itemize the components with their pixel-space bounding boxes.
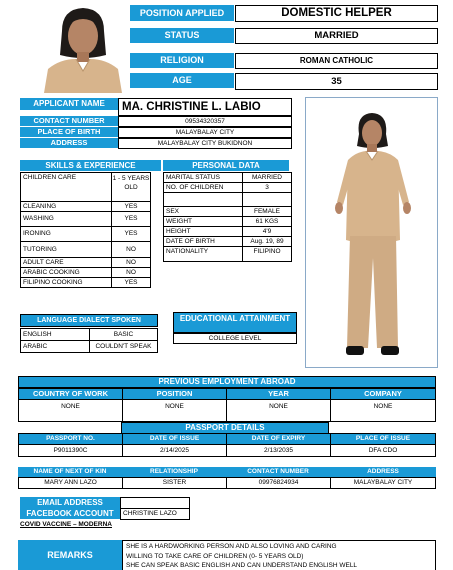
passport-cell: DFA CDO — [330, 444, 436, 457]
passport-cell: 2/13/2035 — [226, 444, 331, 457]
skill-label: CHILDREN CARE — [20, 172, 112, 202]
passport-cell: 2/14/2025 — [122, 444, 227, 457]
skill-value: NO — [111, 257, 151, 268]
language-level: BASIC — [89, 328, 158, 341]
status-value: MARRIED — [235, 28, 438, 44]
kin-col-header: RELATIONSHIP — [122, 467, 226, 477]
employment-header: PREVIOUS EMPLOYMENT ABROAD — [18, 376, 436, 388]
skill-label: TUTORING — [20, 241, 112, 258]
facebook-value: CHRISTINE LAZO — [120, 508, 190, 520]
personal-data-header: PERSONAL DATA — [163, 160, 289, 171]
kin-col-header: NAME OF NEXT OF KIN — [18, 467, 122, 477]
language-name: ARABIC — [20, 340, 90, 353]
employment-table — [18, 388, 436, 422]
employment-col-header: COMPANY — [330, 388, 436, 400]
language-name: ENGLISH — [20, 328, 90, 341]
skill-value: NO — [111, 241, 151, 258]
personal-value: 4'9 — [242, 226, 292, 237]
skill-value: NO — [111, 267, 151, 278]
personal-label: HEIGHT — [163, 226, 243, 237]
personal-label: NATIONALITY — [163, 246, 243, 262]
skill-value: YES — [111, 226, 151, 242]
passport-col-header: DATE OF ISSUE — [122, 433, 227, 445]
vaccine-status: COVID VACCINE – MODERNA — [20, 521, 112, 528]
skill-label: ARABIC COOKING — [20, 267, 112, 278]
employment-cell: NONE — [226, 399, 331, 422]
personal-value: MARRIED — [242, 172, 292, 183]
employment-col-header: COUNTRY OF WORK — [18, 388, 123, 400]
personal-value: FEMALE — [242, 206, 292, 217]
skill-value: YES — [111, 211, 151, 227]
contact-number-value: 09534320357 — [118, 116, 292, 127]
employment-cell: NONE — [330, 399, 436, 422]
applicant-name-value: MA. CHRISTINE L. LABIO — [118, 98, 292, 116]
skill-value: YES — [111, 277, 151, 288]
place-of-birth-value: MALAYBALAY CITY — [118, 127, 292, 138]
passport-header: PASSPORT DETAILS — [121, 422, 329, 434]
skills-header: SKILLS & EXPERIENCE — [20, 160, 161, 171]
personal-data-table — [163, 172, 292, 262]
education-header: EDUCATIONAL ATTAINMENT — [173, 312, 297, 333]
skill-label: IRONING — [20, 226, 112, 242]
remarks-line: SHE IS A HARDWORKING PERSON AND ALSO LOVING AND CARING — [126, 543, 337, 550]
age-value: 35 — [235, 73, 438, 90]
position-applied-value: DOMESTIC HELPER — [235, 5, 438, 22]
skill-value: YES — [111, 201, 151, 212]
personal-blank-row — [242, 192, 292, 207]
status-label: STATUS — [130, 28, 234, 43]
full-body-photo — [305, 97, 438, 368]
kin-col-header: CONTACT NUMBER — [226, 467, 330, 477]
religion-value: ROMAN CATHOLIC — [235, 53, 438, 69]
remarks-line: WILLING TO TAKE CARE OF CHILDREN (0- 5 YEARS OLD) — [126, 552, 304, 560]
applicant-name-label: APPLICANT NAME — [20, 98, 118, 110]
remarks-line: SHE CAN SPEAK BASIC ENGLISH AND CAN UNDERSTAND ENGLISH WELL — [126, 562, 358, 569]
position-applied-label: POSITION APPLIED — [130, 5, 234, 21]
address-label: ADDRESS — [20, 138, 118, 148]
address-value: MALAYBALAY CITY BUKIDNON — [118, 138, 292, 149]
personal-label: SEX — [163, 206, 243, 217]
personal-value: FILIPINO — [242, 246, 292, 262]
skill-label: ADULT CARE — [20, 257, 112, 268]
applicant-portrait — [40, 3, 126, 93]
kin-cell: MARY ANN LAZO — [18, 477, 123, 489]
kin-cell: SISTER — [122, 477, 227, 489]
religion-label: RELIGION — [130, 53, 234, 68]
employment-col-header: YEAR — [226, 388, 331, 400]
contact-number-label: CONTACT NUMBER — [20, 116, 118, 126]
remarks-box — [122, 540, 436, 570]
facebook-label: FACEBOOK ACCOUNT — [20, 508, 120, 519]
education-value: COLLEGE LEVEL — [173, 333, 297, 344]
passport-table — [18, 433, 436, 457]
personal-value: 61 KGS — [242, 216, 292, 227]
email-label: EMAIL ADDRESS — [20, 497, 120, 508]
passport-cell: P9011390C — [18, 444, 123, 457]
kin-col-header: ADDRESS — [330, 467, 436, 477]
kin-cell: MALAYBALAY CITY — [330, 477, 436, 489]
remarks-label: REMARKS — [18, 540, 122, 570]
place-of-birth-label: PLACE OF BIRTH — [20, 127, 118, 137]
passport-col-header: DATE OF EXPIRY — [226, 433, 331, 445]
skill-label: CLEANING — [20, 201, 112, 212]
personal-label: WEIGHT — [163, 216, 243, 227]
personal-label: NO. OF CHILDREN — [163, 182, 243, 193]
next-of-kin-table — [18, 467, 436, 489]
skill-label: WASHING — [20, 211, 112, 227]
passport-col-header: PASSPORT NO. — [18, 433, 123, 445]
personal-label: MARITAL STATUS — [163, 172, 243, 183]
skill-label: FILIPINO COOKING — [20, 277, 112, 288]
language-level: COULDN'T SPEAK — [89, 340, 158, 353]
personal-blank-row — [163, 192, 243, 207]
passport-col-header: PLACE OF ISSUE — [330, 433, 436, 445]
employment-cell: NONE — [18, 399, 123, 422]
skills-table — [20, 172, 161, 289]
age-label: AGE — [130, 73, 234, 88]
skill-value: 1 - 5 YEARS OLD — [111, 172, 151, 202]
kin-cell: 09976824934 — [226, 477, 331, 489]
employment-col-header: POSITION — [122, 388, 227, 400]
personal-value: 3 — [242, 182, 292, 193]
employment-cell: NONE — [122, 399, 227, 422]
language-header: LANGUAGE DIALECT SPOKEN — [20, 314, 158, 327]
personal-label: DATE OF BIRTH — [163, 236, 243, 247]
personal-value: Aug. 19, 89 — [242, 236, 292, 247]
